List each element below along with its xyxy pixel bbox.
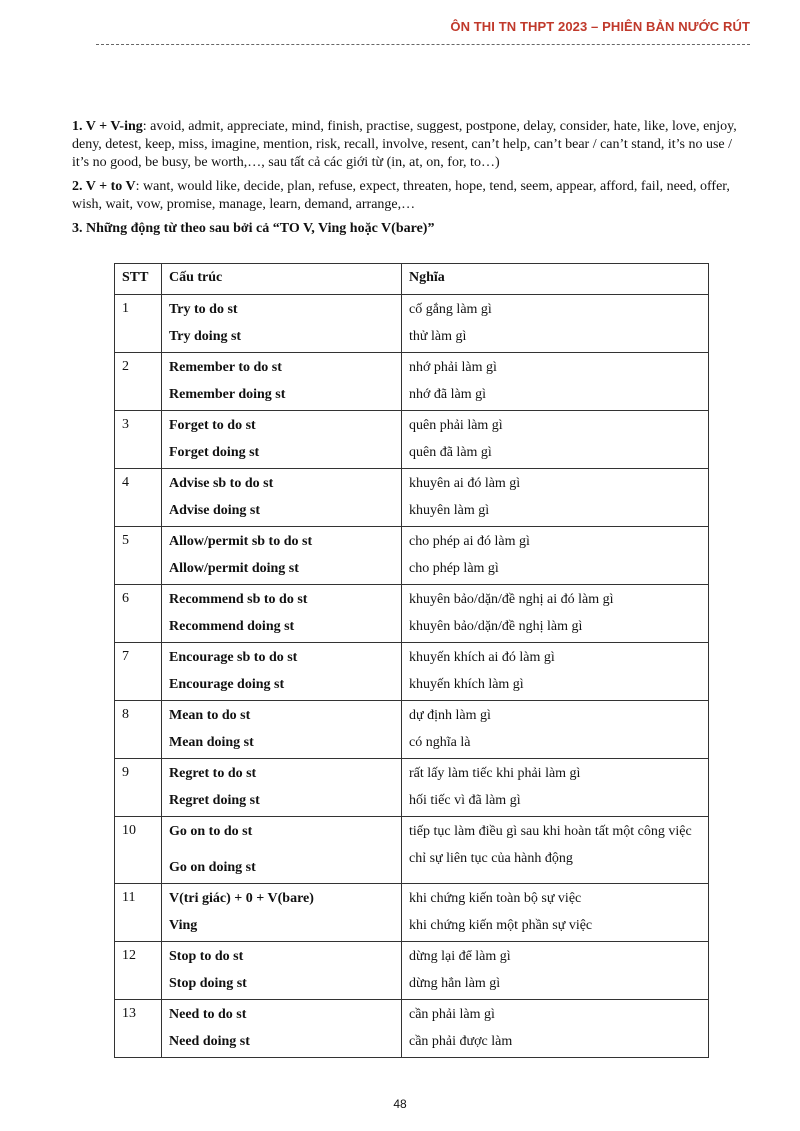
meaning-cell xyxy=(402,585,709,643)
table-row xyxy=(115,1000,709,1058)
meaning-ving: chỉ sự liên tục của hành động xyxy=(409,851,573,866)
meaning-ving: cho phép làm gì xyxy=(409,561,499,576)
structure-ving: Try doing st xyxy=(169,329,242,344)
meaning-ving: nhớ đã làm gì xyxy=(409,387,486,402)
table-row xyxy=(115,295,709,353)
structure-ving: Recommend doing st xyxy=(169,619,295,634)
row-number: 10 xyxy=(115,817,162,884)
structure-to-v: Advise sb to do st xyxy=(169,476,274,491)
meaning-cell xyxy=(402,643,709,701)
meaning-to-v: cho phép ai đó làm gì xyxy=(409,534,530,549)
row-number: 12 xyxy=(115,942,162,1000)
structure-ving: Allow/permit doing st xyxy=(169,561,299,576)
meaning-ving: khuyến khích làm gì xyxy=(409,677,524,692)
structure-to-v: Forget to do st xyxy=(169,418,256,433)
structure-ving: Advise doing st xyxy=(169,503,261,518)
structure-ving: Remember doing st xyxy=(169,387,286,402)
structure-ving: Mean doing st xyxy=(169,735,254,750)
row-number: 4 xyxy=(115,469,162,527)
section-3-title: 3. Những động từ theo sau bởi cả “TO V, Ving hoặc V(bare)” xyxy=(72,221,435,236)
table-row xyxy=(115,527,709,585)
section-2-text: : want, would like, decide, plan, refuse, expect, threaten, hope, tend, seem, appear, afford, fail, need, offer, wish, wait, vow, promise, manage, learn, demand, arrange,… xyxy=(72,179,730,212)
structure-cell xyxy=(162,884,402,942)
meaning-ving: quên đã làm gì xyxy=(409,445,492,460)
meaning-ving: dừng hẳn làm gì xyxy=(409,976,501,991)
section-2-paragraph xyxy=(72,178,752,214)
meaning-cell xyxy=(402,469,709,527)
row-number: 6 xyxy=(115,585,162,643)
header-title: ÔN THI TN THPT 2023 – PHIÊN BẢN NƯỚC RÚT xyxy=(450,19,750,34)
structure-cell xyxy=(162,295,402,353)
section-2-label: 2. V + to V xyxy=(72,179,136,194)
table-row xyxy=(115,817,709,884)
structure-bare: V(tri giác) + 0 + V(bare) xyxy=(169,891,314,906)
meaning-ving: thử làm gì xyxy=(409,329,467,344)
structure-to-v: Allow/permit sb to do st xyxy=(169,534,313,549)
meaning-bare: khi chứng kiến toàn bộ sự việc xyxy=(409,891,582,906)
row-number: 2 xyxy=(115,353,162,411)
structure-ving: Go on doing st xyxy=(169,860,256,875)
header-stt: STT xyxy=(115,264,162,295)
meaning-ving: khuyên bảo/dặn/đề nghị làm gì xyxy=(409,619,583,634)
meaning-cell xyxy=(402,759,709,817)
structure-ving: Ving xyxy=(169,918,198,933)
table-row xyxy=(115,759,709,817)
meaning-cell xyxy=(402,295,709,353)
structure-ving: Encourage doing st xyxy=(169,677,285,692)
structure-cell xyxy=(162,817,402,884)
meaning-to-v: khuyên ai đó làm gì xyxy=(409,476,521,491)
table-row xyxy=(115,701,709,759)
meaning-cell xyxy=(402,884,709,942)
table-row xyxy=(115,411,709,469)
meaning-to-v: dừng lại để làm gì xyxy=(409,949,511,964)
structure-cell xyxy=(162,701,402,759)
row-number: 13 xyxy=(115,1000,162,1058)
meaning-cell xyxy=(402,701,709,759)
structure-to-v: Mean to do st xyxy=(169,708,251,723)
structure-to-v: Stop to do st xyxy=(169,949,244,964)
structure-ving: Forget doing st xyxy=(169,445,260,460)
header-meaning: Nghĩa xyxy=(402,264,709,295)
meaning-cell xyxy=(402,817,709,884)
structure-ving: Regret doing st xyxy=(169,793,260,808)
row-number: 9 xyxy=(115,759,162,817)
meaning-to-v: cần phải làm gì xyxy=(409,1007,495,1022)
table-row xyxy=(115,942,709,1000)
table-body xyxy=(115,295,709,1058)
structure-to-v: Need to do st xyxy=(169,1007,247,1022)
meaning-to-v: quên phải làm gì xyxy=(409,418,503,433)
structure-to-v: Encourage sb to do st xyxy=(169,650,298,665)
meaning-to-v: nhớ phải làm gì xyxy=(409,360,497,375)
meaning-ving: cần phải được làm xyxy=(409,1034,513,1049)
meaning-to-v: khuyên bảo/dặn/đề nghị ai đó làm gì xyxy=(409,592,614,607)
structure-to-v: Recommend sb to do st xyxy=(169,592,308,607)
table-row xyxy=(115,353,709,411)
table-row xyxy=(115,884,709,942)
structure-ving: Need doing st xyxy=(169,1034,250,1049)
structure-cell xyxy=(162,469,402,527)
structure-to-v: Go on to do st xyxy=(169,824,253,839)
header-divider xyxy=(96,44,750,45)
row-number: 5 xyxy=(115,527,162,585)
structure-to-v: Regret to do st xyxy=(169,766,257,781)
page-number: 48 xyxy=(393,1097,407,1111)
structure-to-v: Remember to do st xyxy=(169,360,282,375)
section-1-label: 1. V + V-ing xyxy=(72,119,143,134)
meaning-to-v: tiếp tục làm điều gì sau khi hoàn tất một công việc xyxy=(409,824,692,839)
table-header-row xyxy=(115,264,709,295)
structure-to-v: Try to do st xyxy=(169,302,238,317)
structure-ving: Stop doing st xyxy=(169,976,247,991)
structure-cell xyxy=(162,527,402,585)
meaning-ving: có nghĩa là xyxy=(409,735,471,750)
meaning-cell xyxy=(402,527,709,585)
meaning-ving: khuyên làm gì xyxy=(409,503,490,518)
section-1-paragraph xyxy=(72,118,752,172)
structure-cell xyxy=(162,353,402,411)
section-1-text: : avoid, admit, appreciate, mind, finish, practise, suggest, postpone, delay, consider, hate, like, love, enjoy, deny, detest, keep, miss, imagine, mention, risk, recall, involve, resent, can’t help, can’t bear / can’t stand, it’s no use / it’s no good, be busy, be worth,…, sau tất cả các giới từ (in, at, on, for, to…) xyxy=(72,119,737,170)
meaning-to-v: dự định làm gì xyxy=(409,708,491,723)
row-number: 3 xyxy=(115,411,162,469)
meaning-ving: khi chứng kiến một phần sự việc xyxy=(409,918,593,933)
grammar-table xyxy=(114,263,709,1058)
meaning-to-v: rất lấy làm tiếc khi phải làm gì xyxy=(409,766,581,781)
structure-cell xyxy=(162,942,402,1000)
structure-cell xyxy=(162,759,402,817)
header-structure: Cấu trúc xyxy=(162,264,402,295)
meaning-cell xyxy=(402,353,709,411)
row-number: 1 xyxy=(115,295,162,353)
row-number: 7 xyxy=(115,643,162,701)
content-body xyxy=(72,118,752,238)
meaning-ving: hối tiếc vì đã làm gì xyxy=(409,793,521,808)
row-number: 11 xyxy=(115,884,162,942)
structure-cell xyxy=(162,1000,402,1058)
meaning-cell xyxy=(402,942,709,1000)
structure-cell xyxy=(162,411,402,469)
meaning-cell xyxy=(402,1000,709,1058)
structure-cell xyxy=(162,643,402,701)
row-number: 8 xyxy=(115,701,162,759)
meaning-to-v: khuyến khích ai đó làm gì xyxy=(409,650,555,665)
meaning-to-v: cố gắng làm gì xyxy=(409,302,492,317)
table-row xyxy=(115,469,709,527)
meaning-cell xyxy=(402,411,709,469)
structure-cell xyxy=(162,585,402,643)
table-row xyxy=(115,585,709,643)
table-row xyxy=(115,643,709,701)
